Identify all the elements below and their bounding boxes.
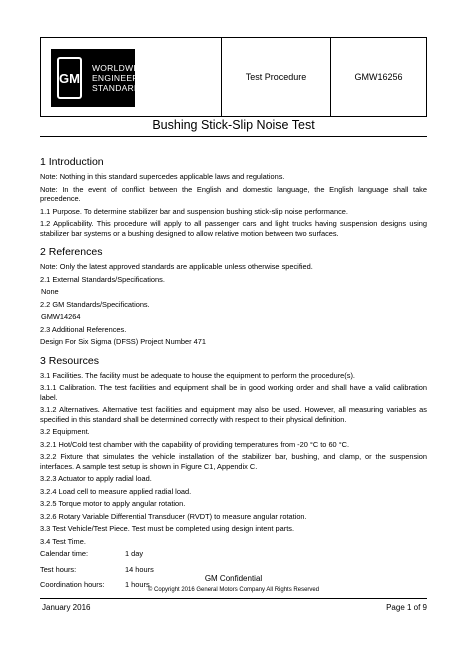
logo-text-line: ENGINEERING bbox=[91, 73, 155, 83]
header-table bbox=[40, 37, 427, 117]
paragraph: 3.1 Facilities. The facility must be adequate to house the equipment to perform the procedure(s). bbox=[40, 370, 355, 380]
paragraph: 1.2 Applicability. This procedure will apply to all passenger cars and light trucks having suspension designs using stabilizer bar systems or a bushing designed to allow relative motion between two surfaces. bbox=[40, 219, 427, 238]
table-cell-value: 14 hours bbox=[125, 564, 154, 574]
paragraph: 2.1 External Standards/Specifications. bbox=[40, 274, 165, 284]
table-cell-value: 1 day bbox=[125, 549, 144, 558]
document-body bbox=[40, 153, 427, 596]
footer-date: January 2016 bbox=[42, 603, 91, 612]
logo-text bbox=[92, 63, 155, 93]
paragraph: 1.1 Purpose. To determine stabilizer bar and suspension bushing stick-slip noise performance. bbox=[40, 206, 348, 216]
paragraph: Note: In the event of conflict between the English and domestic language, the English language shall take precedence. bbox=[40, 184, 427, 203]
confidential-label: GM Confidential bbox=[204, 574, 263, 583]
table-cell-value: 1 hours bbox=[125, 580, 150, 589]
doc-number: GMW16256 bbox=[354, 72, 403, 82]
paragraph: 3.1.2 Alternatives. Alternative test facilities and equipment may also be used. However, all measuring variables as specified in this standard shall be determined correctly with respect to their physical definition. bbox=[40, 405, 427, 424]
title-divider bbox=[40, 136, 427, 137]
paragraph: 2.2 GM Standards/Specifications. bbox=[40, 299, 150, 309]
paragraph: GMW14264 bbox=[41, 312, 81, 321]
paragraph: Design For Six Sigma (DFSS) Project Number 471 bbox=[40, 337, 206, 346]
gm-logo bbox=[51, 49, 155, 107]
paragraph: Note: Only the latest approved standards are applicable unless otherwise specified. bbox=[40, 262, 313, 271]
paragraph: 3.1.1 Calibration. The test facilities and equipment shall be in good working order and shall have a valid calibration label. bbox=[40, 383, 427, 402]
table-row bbox=[40, 549, 154, 565]
table-cell-label: Test hours: bbox=[40, 564, 77, 574]
paragraph: 2.3 Additional References. bbox=[40, 324, 127, 334]
doc-type: Test Procedure bbox=[222, 38, 331, 116]
section-heading: 1 Introduction bbox=[40, 156, 104, 168]
paragraph: None bbox=[41, 287, 59, 296]
paragraph: 3.2.1 Hot/Cold test chamber with the capability of providing temperatures from -20 °C to 60 °C. bbox=[40, 439, 350, 449]
copyright-notice: © Copyright 2016 General Motors Company All Rights Reserved bbox=[147, 587, 320, 593]
logo-text-line: WORLDWIDE bbox=[91, 63, 149, 73]
gm-logo-mark: GM bbox=[57, 57, 82, 99]
header-logo-cell bbox=[41, 38, 222, 116]
section-heading: 3 Resources bbox=[40, 354, 99, 367]
paragraph: 3.2.6 Rotary Variable Differential Transducer (RVDT) to measure angular rotation. bbox=[40, 511, 307, 521]
paragraph: 3.2.4 Load cell to measure applied radial load. bbox=[40, 486, 192, 496]
section-heading: 2 References bbox=[40, 246, 103, 258]
page-title: Bushing Stick-Slip Noise Test bbox=[152, 118, 315, 132]
paragraph: 3.4 Test Time. bbox=[40, 536, 86, 546]
paragraph: 3.2.5 Torque motor to apply angular rotation. bbox=[40, 499, 186, 508]
paragraph: Note: Nothing in this standard supercedes applicable laws and regulations. bbox=[40, 172, 285, 181]
paragraph: 3.2 Equipment. bbox=[40, 427, 90, 436]
footer-divider bbox=[40, 598, 427, 599]
table-cell-label: Coordination hours: bbox=[40, 580, 105, 589]
paragraph: 3.3 Test Vehicle/Test Piece. Test must be completed using design intent parts. bbox=[40, 524, 295, 533]
page-number: Page 1 of 9 bbox=[386, 603, 427, 612]
logo-text-line: STANDARDS bbox=[91, 83, 147, 93]
table-cell-label: Calendar time: bbox=[40, 549, 89, 558]
paragraph: 3.2.2 Fixture that simulates the vehicle installation of the stabilizer bar, bushing, and clamp, or the suspension interfaces. A sample test setup is shown in Figure C1, Appendix C. bbox=[40, 452, 427, 471]
paragraph: 3.2.3 Actuator to apply radial load. bbox=[40, 474, 152, 483]
